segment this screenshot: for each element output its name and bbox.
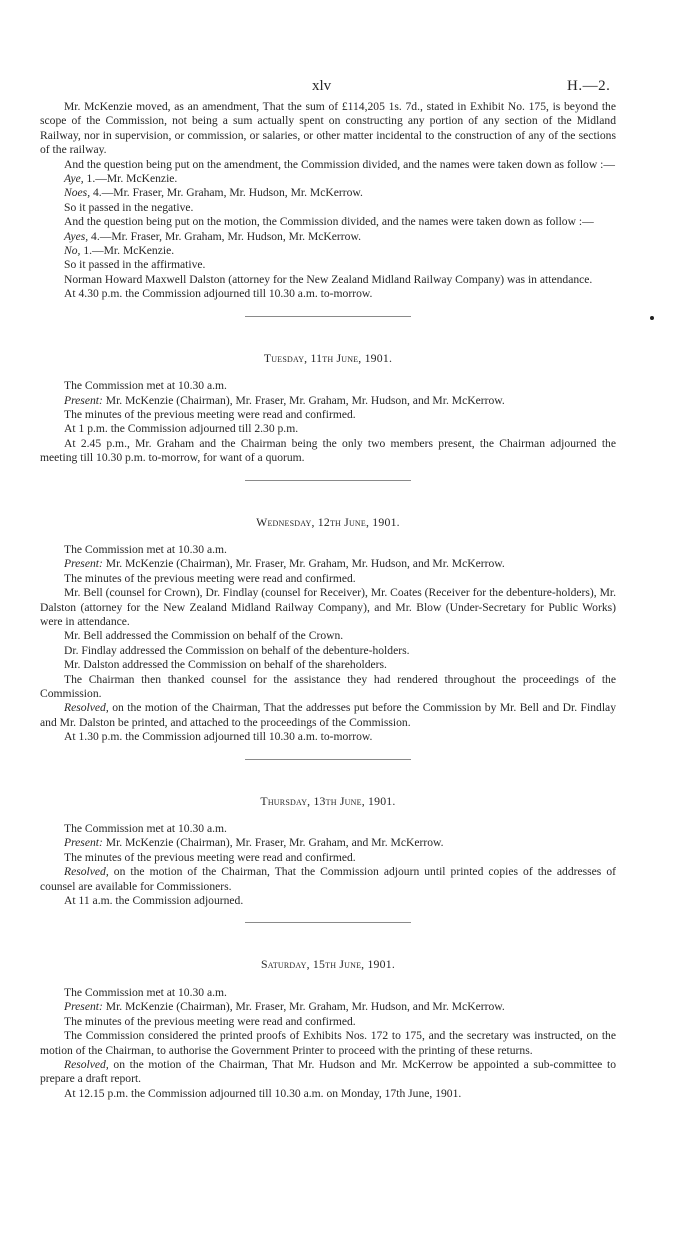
meeting-date: Saturday, 15th June, 1901.: [260, 957, 396, 972]
minutes-paragraph: And the question being put on the motion, the Commission divided, and the names were taken down as follow :—: [64, 215, 594, 229]
page-number: xlv: [312, 78, 332, 94]
spacer: [40, 365, 616, 379]
spacer: [40, 745, 616, 759]
paragraph-lead: Present:: [64, 836, 103, 850]
minutes-paragraph: And the question being put on the amendment, the Commission divided, and the names were taken down as follow :—: [64, 157, 615, 171]
minutes-paragraph: Mr. Bell (counsel for Crown), Dr. Findlay (counsel for Receiver), Mr. Coates (Receiver for the debenture-holders), Mr. Dalston (attorney for the New Zealand Midland Railway Company), and Mr. Blow (Under-Secretary for Public Works) were in attendance.: [40, 586, 616, 628]
minutes-paragraph: The Commission considered the printed proofs of Exhibits Nos. 172 to 175, and the secretary was instructed, on the motion of the Chairman, to authorise the Government Printer to proceed with the printing of these returns.: [40, 1029, 616, 1057]
minutes-paragraph: Norman Howard Maxwell Dalston (attorney for the New Zealand Midland Railway Company) was in attendance.: [64, 272, 593, 286]
minutes-paragraph: No, 1.—Mr. McKenzie.: [64, 244, 175, 258]
spacer: [40, 972, 616, 986]
page-header: [0, 78, 700, 98]
paragraph-lead: Present:: [64, 1000, 103, 1014]
spacer: [40, 923, 616, 957]
paragraph-lead: Ayes,: [64, 229, 89, 243]
spacer: [40, 808, 616, 822]
minutes-paragraph: The Commission met at 10.30 a.m.: [64, 822, 227, 836]
minutes-paragraph: Present: Mr. McKenzie (Chairman), Mr. Fraser, Mr. Graham, and Mr. McKerrow.: [64, 836, 444, 850]
minutes-paragraph: Mr. McKenzie moved, as an amendment, That the sum of £114,205 1s. 7d., stated in Exhibit No. 175, is beyond the scope of the Commission, not being a sum actually spent on constructing any portion of any section of the Midland Railway, nor in supervision, or commission, or salaries, or other matter incidental to the construction of any of the sections of the railway.: [40, 100, 616, 157]
minutes-paragraph: Present: Mr. McKenzie (Chairman), Mr. Fraser, Mr. Graham, Mr. Hudson, and Mr. McKerrow.: [64, 557, 505, 571]
minutes-paragraph: Present: Mr. McKenzie (Chairman), Mr. Fraser, Mr. Graham, Mr. Hudson, and Mr. McKerrow.: [64, 1000, 505, 1014]
paragraph-lead: Present:: [64, 557, 103, 571]
minutes-paragraph: At 1 p.m. the Commission adjourned till 2.30 p.m.: [64, 422, 299, 436]
minutes-paragraph: Noes, 4.—Mr. Fraser, Mr. Graham, Mr. Hudson, Mr. McKerrow.: [64, 186, 363, 200]
minutes-paragraph: At 4.30 p.m. the Commission adjourned till 10.30 a.m. to-morrow.: [64, 287, 373, 301]
minutes-paragraph: Resolved, on the motion of the Chairman, That the Commission adjourn until printed copies of the addresses of counsel are available for Commissioners.: [40, 865, 616, 893]
minutes-paragraph: The Chairman then thanked counsel for the assistance they had rendered throughout the proceedings of the Commission.: [40, 672, 616, 700]
minutes-paragraph: Resolved, on the motion of the Chairman, That Mr. Hudson and Mr. McKerrow be appointed a sub-committee to prepare a draft report.: [40, 1057, 616, 1086]
paragraph-lead: Noes,: [64, 186, 91, 200]
spacer: [40, 760, 616, 794]
meeting-date: Tuesday, 11th June, 1901.: [263, 350, 393, 365]
minutes-paragraph: Present: Mr. McKenzie (Chairman), Mr. Fraser, Mr. Graham, Mr. Hudson, and Mr. McKerrow.: [64, 393, 505, 407]
minutes-paragraph: The minutes of the previous meeting were read and confirmed.: [64, 571, 356, 585]
minutes-paragraph: At 1.30 p.m. the Commission adjourned till 10.30 a.m. to-morrow.: [64, 730, 373, 744]
spacer: [40, 317, 616, 351]
spacer: [40, 302, 616, 316]
meeting-date: Wednesday, 12th June, 1901.: [256, 514, 400, 529]
minutes-paragraph: Aye, 1.—Mr. McKenzie.: [64, 172, 178, 186]
minutes-paragraph: At 12.15 p.m. the Commission adjourned till 10.30 a.m. on Monday, 17th June, 1901.: [64, 1086, 462, 1100]
minutes-paragraph: Mr. Bell addressed the Commission on behalf of the Crown.: [64, 629, 344, 643]
paragraph-lead: Aye,: [64, 172, 84, 186]
minutes-paragraph: So it passed in the affirmative.: [64, 258, 206, 272]
document-body: [40, 100, 616, 1101]
document-reference: H.—2.: [567, 78, 611, 94]
minutes-paragraph: Resolved, on the motion of the Chairman, That the addresses put before the Commission by Mr. Bell and Dr. Findlay and Mr. Dalston be printed, and attached to the proceedings of the Commission.: [40, 701, 616, 729]
paragraph-lead: Present:: [64, 393, 103, 407]
minutes-paragraph: The Commission met at 10.30 a.m.: [64, 542, 227, 556]
paragraph-lead: No,: [64, 244, 81, 258]
margin-mark: [650, 316, 654, 320]
minutes-paragraph: Mr. Dalston addressed the Commission on behalf of the shareholders.: [64, 658, 387, 672]
spacer: [40, 481, 616, 515]
minutes-paragraph: The minutes of the previous meeting were read and confirmed.: [64, 850, 356, 864]
minutes-paragraph: The minutes of the previous meeting were read and confirmed.: [64, 407, 356, 421]
minutes-paragraph: At 2.45 p.m., Mr. Graham and the Chairman being the only two members present, the Chairman adjourned the meeting till 10.30 p.m. to-morrow, for want of a quorum.: [40, 436, 616, 465]
paragraph-lead: Resolved,: [64, 1057, 109, 1071]
minutes-paragraph: So it passed in the negative.: [64, 200, 194, 214]
spacer: [40, 466, 616, 480]
minutes-paragraph: Ayes, 4.—Mr. Fraser, Mr. Graham, Mr. Hudson, Mr. McKerrow.: [64, 229, 361, 243]
minutes-paragraph: The Commission met at 10.30 a.m.: [64, 379, 227, 393]
paragraph-lead: Resolved,: [64, 701, 109, 715]
meeting-date: Thursday, 13th June, 1901.: [260, 793, 396, 808]
minutes-paragraph: The minutes of the previous meeting were read and confirmed.: [64, 1014, 356, 1028]
minutes-paragraph: The Commission met at 10.30 a.m.: [64, 985, 227, 999]
spacer: [40, 908, 616, 922]
spacer: [40, 529, 616, 543]
minutes-paragraph: Dr. Findlay addressed the Commission on behalf of the debenture-holders.: [64, 643, 410, 657]
minutes-paragraph: At 11 a.m. the Commission adjourned.: [64, 894, 244, 908]
paragraph-lead: Resolved,: [64, 865, 109, 879]
